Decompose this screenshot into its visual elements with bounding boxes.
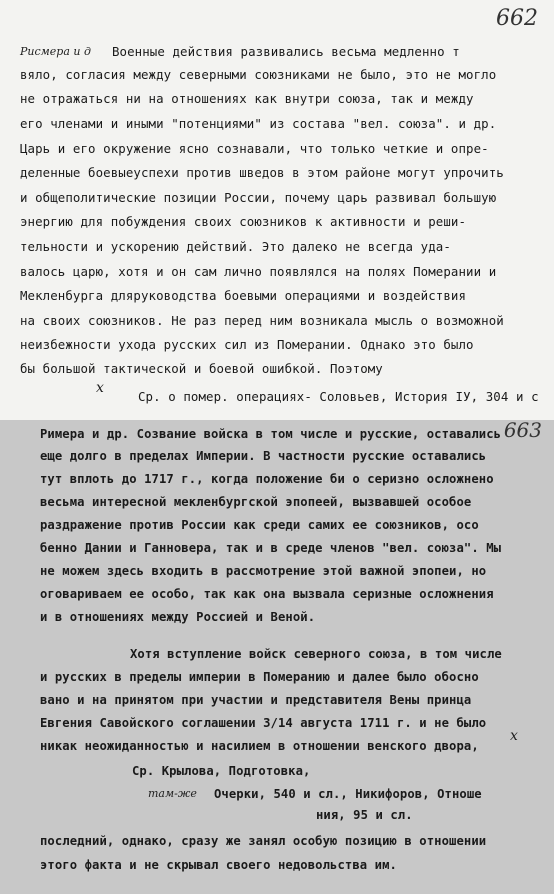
text-line: на своих союзников. Не раз перед ним возникала мысль о возможной bbox=[20, 313, 504, 328]
footnote-mark: х bbox=[96, 380, 104, 396]
text-line: Царь и его окружение ясно сознавали, что только четкие и опре- bbox=[20, 141, 489, 156]
text-line: последний, однако, сразу же занял особую позицию в отношении bbox=[40, 834, 487, 848]
page-number-663: 663 bbox=[503, 418, 542, 442]
text-line: Мекленбурга дляруководства боевыми операциями и воздействия bbox=[20, 288, 467, 303]
footnote-line: Ср. Крылова, Подготовка, bbox=[132, 764, 311, 778]
text-line: бы большой тактической и боевой ошибкой. Поэтому bbox=[20, 361, 383, 376]
text-line: вяло, согласия между северными союзниками не было, это не могло bbox=[20, 67, 497, 82]
text-line: его членами и иными "потенциями" из состава "вел. союза". и др. bbox=[20, 116, 497, 131]
text-line: весьма интересной мекленбургской эпопеей, вызвавшей особое bbox=[40, 495, 472, 509]
page-663 bbox=[0, 420, 554, 894]
text-line: деленные боевыеуспехи против шведов в этом районе могут упрочить bbox=[20, 165, 504, 180]
text-line: неизбежности ухода русских сил из Померании. Однако это было bbox=[20, 337, 474, 352]
text-line: раздражение против России как среди самих ее союзников, осо bbox=[40, 518, 479, 532]
text-line: и общеполитические позиции России, почему царь развивал большую bbox=[20, 190, 497, 205]
footnote-line: Очерки, 540 и сл., Никифоров, Отноше bbox=[214, 787, 482, 801]
text-line: Военные действия развивались весьма медленно т bbox=[112, 44, 460, 59]
text-line: вано и на принятом при участии и представителя Вены принца bbox=[40, 693, 472, 707]
text-line: бенно Дании и Ганновера, так и в среде членов "вел. союза". Мы bbox=[40, 541, 502, 555]
text-line: не отражаться ни на отношениях как внутри союза, так и между bbox=[20, 91, 474, 106]
text-line: никак неожиданностью и насилием в отношении венского двора, bbox=[40, 739, 479, 753]
text-line: энергию для побуждения своих союзников к активности и реши- bbox=[20, 214, 467, 229]
text-line: и в отношениях между Россией и Веной. bbox=[40, 610, 316, 624]
page-662 bbox=[0, 0, 554, 420]
text-line: Римера и др. Созвание войска в том числе и русские, оставались bbox=[40, 427, 502, 441]
text-line: валось царю, хотя и он сам лично появлялся на полях Померании и bbox=[20, 264, 497, 279]
footnote-line: ния, 95 и сл. bbox=[316, 808, 413, 822]
text-line: еще долго в пределах Империи. В частности русские оставались bbox=[40, 449, 487, 463]
text-line: тельности и ускорению действий. Это далеко не всегда уда- bbox=[20, 239, 451, 254]
text-line: Евгения Савойского соглашении 3/14 августа 1711 г. и не было bbox=[40, 716, 487, 730]
page-number-662: 662 bbox=[496, 6, 538, 31]
text-line: тут вплоть до 1717 г., когда положение би о серизно осложнено bbox=[40, 472, 494, 486]
footnote-mark: х bbox=[510, 728, 518, 744]
text-line: и русских в пределы империи в Померанию и далее было обосно bbox=[40, 670, 479, 684]
margin-note: Рисмера и д bbox=[20, 45, 91, 58]
text-line: Хотя вступление войск северного союза, в том числе bbox=[130, 647, 502, 661]
text-line: оговариваем ее особо, так как она вызвала серизные осложнения bbox=[40, 587, 494, 601]
footnote-line: Ср. о помер. операциях- Соловьев, История IУ, 304 и с bbox=[138, 389, 539, 404]
text-line: не можем здесь входить в рассмотрение этой важной эпопеи, но bbox=[40, 564, 487, 578]
text-line: этого факта и не скрывал своего недовольства им. bbox=[40, 858, 397, 872]
handwritten-tam-zhe: там-же bbox=[148, 787, 197, 800]
